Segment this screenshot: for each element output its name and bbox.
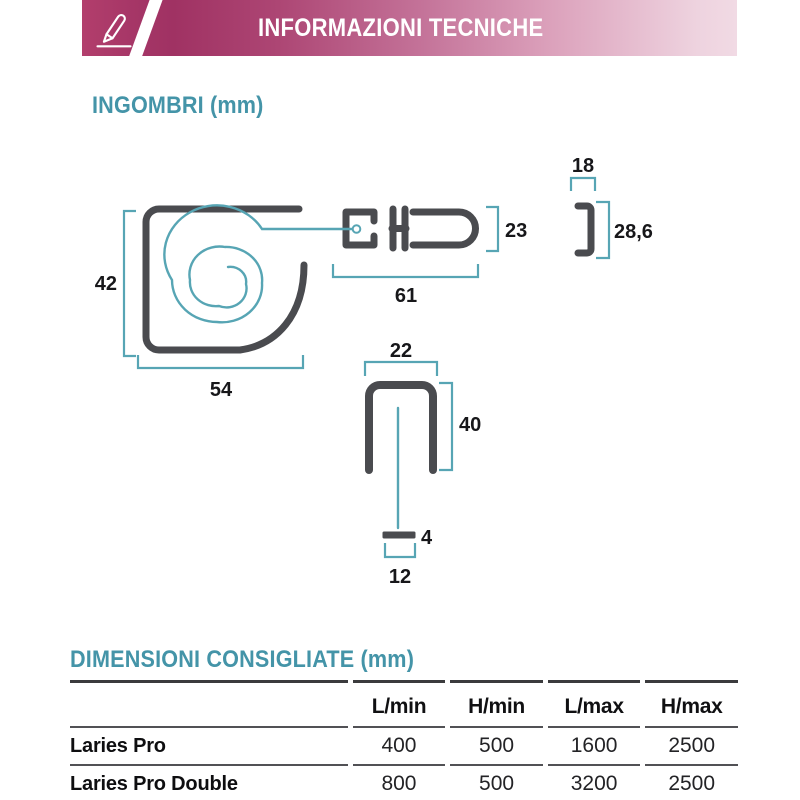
col-header-lmax: L/max <box>548 680 641 728</box>
cell-value: 2500 <box>668 772 716 795</box>
bracket-61 <box>333 264 478 277</box>
bracket-54 <box>138 355 303 368</box>
dimensioni-section-title: DIMENSIONI CONSIGLIATE (mm) <box>70 646 415 673</box>
profile-shapes <box>146 206 591 470</box>
dim-label-rail-width: 61 <box>394 285 418 307</box>
pencil-icon <box>92 6 136 50</box>
col-header-hmin: H/min <box>450 680 543 728</box>
bracket-12 <box>385 543 415 557</box>
dim-label-clip-height: 28,6 <box>614 221 653 243</box>
row-label: Laries Pro Double <box>70 772 238 795</box>
cell-value: 500 <box>450 728 543 766</box>
bracket-22 <box>365 362 437 376</box>
cell-value: 500 <box>479 772 515 795</box>
cell-value: 400 <box>353 728 446 766</box>
cell-value: 3200 <box>570 772 618 795</box>
bracket-23 <box>486 207 498 251</box>
header-bar <box>82 0 737 56</box>
leader-endpoint-circle <box>353 225 361 233</box>
dim-label-channel-width: 22 <box>389 340 413 362</box>
dim-label-bar-width: 12 <box>388 566 412 588</box>
bottom-bar-profile <box>383 532 416 539</box>
bracket-28-6 <box>596 202 609 258</box>
pencil-icon-svg <box>92 6 136 50</box>
dim-label-clip-width: 18 <box>571 155 595 177</box>
ingombri-section-title: INGOMBRI (mm) <box>92 92 264 119</box>
table-header-row <box>70 680 738 728</box>
clip-profile <box>578 206 591 253</box>
channel-profile <box>369 385 433 470</box>
recommended-dimensions-table <box>65 680 743 800</box>
header-title: INFORMAZIONI TECNICHE <box>258 14 544 42</box>
cell-value: 1600 <box>548 728 641 766</box>
dimension-brackets <box>124 178 609 557</box>
dim-label-bar-thickness: 4 <box>421 527 433 549</box>
fabric-spiral <box>164 205 398 528</box>
dim-label-channel-height: 40 <box>459 414 482 436</box>
bracket-18 <box>571 178 595 191</box>
col-header-lmin: L/min <box>353 680 446 728</box>
rail-right-channel <box>413 212 476 245</box>
row-label: Laries Pro <box>70 728 348 766</box>
table-row <box>70 728 738 766</box>
dim-label-cassette-height: 42 <box>94 273 117 295</box>
table-header-empty <box>70 680 348 728</box>
bracket-42 <box>124 211 136 356</box>
bracket-40 <box>439 383 452 470</box>
dimensions-diagram <box>60 140 700 610</box>
col-header-hmax: H/max <box>645 680 738 728</box>
dim-label-rail-height: 23 <box>505 220 528 242</box>
table-row <box>70 766 738 800</box>
cell-value: 800 <box>381 772 417 795</box>
rail-h-connector <box>392 209 406 248</box>
cell-value: 2500 <box>645 728 738 766</box>
dim-label-cassette-width: 54 <box>209 379 233 401</box>
